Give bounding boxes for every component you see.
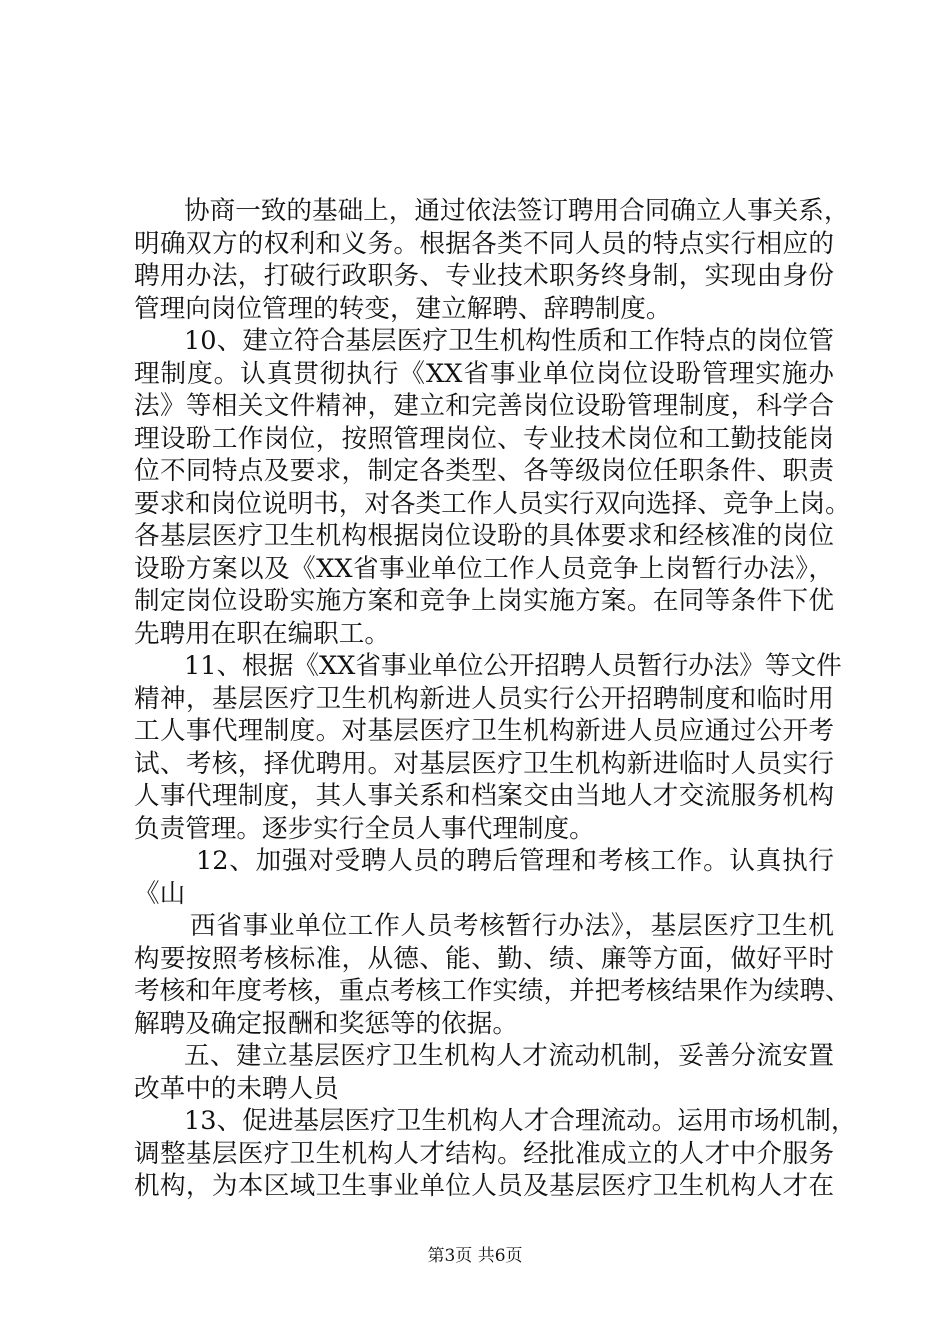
paragraph-line: 位不同特点及要求，制定各类型、各等级岗位任职条件、职责 — [134, 456, 834, 486]
section-heading-line: 五、建立基层医疗卫生机构人才流动机制，妥善分流安置 — [184, 1041, 834, 1071]
paragraph-line: 管理向岗位管理的转变，建立解聘、辞聘制度。 — [134, 294, 672, 324]
paragraph-line: 12、加强对受聘人员的聘后管理和考核工作。认真执行 — [196, 846, 834, 876]
paragraph-line: 解聘及确定报酬和奖惩等的依据。 — [134, 1009, 518, 1039]
paragraph-line: 考核和年度考核，重点考核工作实绩，并把考核结果作为续聘、 — [134, 976, 851, 1006]
paragraph-line: 调整基层医疗卫生机构人才结构。经批准成立的人才中介服务 — [134, 1139, 834, 1169]
paragraph-line: 法》等相关文件精神，建立和完善岗位设聁管理制度，科学合 — [134, 391, 834, 421]
paragraph-line: 明确双方的权利和义务。根据各类不同人员的特点实行相应的 — [134, 229, 834, 259]
paragraph-line: 10、建立符合基层医疗卫生机构性质和工作特点的岗位管 — [184, 326, 834, 356]
paragraph-line: 西省事业单位工作人员考核暂行办法》，基层医疗卫生机 — [190, 911, 834, 941]
paragraph-line: 精神，基层医疗卫生机构新进人员实行公开招聘制度和临时用 — [134, 684, 834, 714]
paragraph-line: 试、考核，择优聘用。对基层医疗卫生机构新进临时人员实行 — [134, 749, 834, 779]
paragraph-line: 工人事代理制度。对基层医疗卫生机构新进人员应通过公开考 — [134, 716, 834, 746]
paragraph-line: 各基层医疗卫生机构根据岗位设聁的具体要求和经核准的岗位 — [134, 521, 834, 551]
paragraph-line: 机构，为本区域卫生事业单位人员及基层医疗卫生机构人才在 — [134, 1171, 834, 1201]
paragraph-line: 理设聁工作岗位，按照管理岗位、专业技术岗位和工勤技能岗 — [134, 424, 834, 454]
page-footer: 第3页 共6页 — [427, 1246, 523, 1266]
paragraph-line: 聘用办法，打破行政职务、专业技术职务终身制，实现由身份 — [134, 261, 834, 291]
paragraph-line: 要求和岗位说明书，对各类工作人员实行双向选择、竞争上岗。 — [134, 489, 851, 519]
paragraph-line: 先聘用在职在编职工。 — [134, 619, 390, 649]
paragraph-line: 11、根据《XX省事业单位公开招聘人员暂行办法》等文件 — [184, 651, 842, 681]
paragraph-line: 设聁方案以及《XX省事业单位工作人员竞争上岗暂行办法》， — [134, 554, 834, 584]
paragraph-line: 理制度。认真贯彻执行《XX省事业单位岗位设聁管理实施办 — [134, 359, 834, 389]
paragraph-line: 协商一致的基础上，通过依法签订聘用合同确立人事关系， — [184, 196, 850, 226]
paragraph-line: 人事代理制度，其人事关系和档案交由当地人才交流服务机构 — [134, 781, 834, 811]
paragraph-line: 制定岗位设聁实施方案和竞争上岗实施方案。在同等条件下优 — [134, 586, 834, 616]
paragraph-line: 13、促进基层医疗卫生机构人才合理流动。运用市场机制， — [184, 1106, 857, 1136]
paragraph-line: 构要按照考核标准，从德、能、勤、绩、廉等方面，做好平时 — [134, 944, 834, 974]
paragraph-line: 《山 — [134, 879, 186, 909]
paragraph-line: 负责管理。逐步实行全员人事代理制度。 — [134, 814, 595, 844]
section-heading-line: 改革中的未聘人员 — [134, 1074, 339, 1104]
